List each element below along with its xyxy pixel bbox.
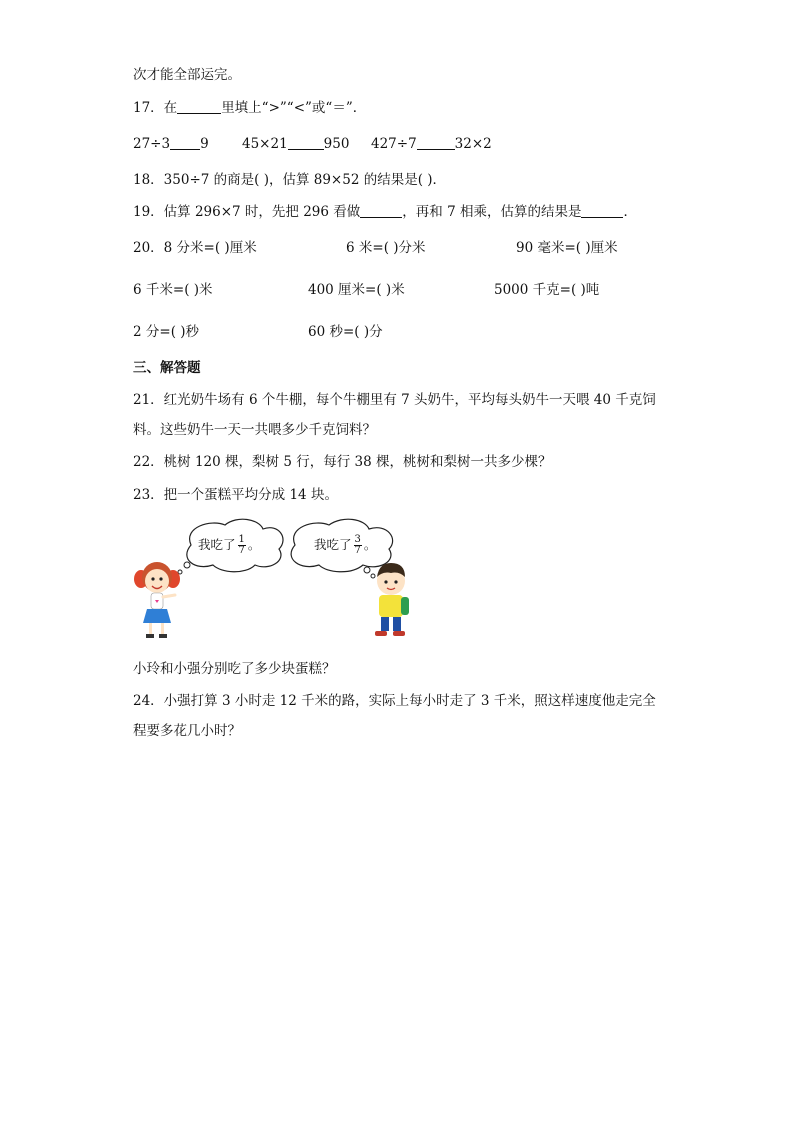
continued-line: 次才能全部运完。 <box>133 67 241 83</box>
section-heading: 三、解答题 <box>133 360 201 376</box>
q20-item-1: 20．8 分米=( )厘米 <box>133 240 257 256</box>
q20-item-4: 6 千米=( )米 <box>133 282 213 298</box>
q20-item-2: 6 米=( )分米 <box>346 240 426 256</box>
question-23-ask: 小玲和小强分别吃了多少块蛋糕？ <box>133 661 336 677</box>
q20-item-8: 60 秒=( )分 <box>308 324 383 340</box>
girl-bubble-text: 我吃了 $\frac{1}{7}$ 。 <box>198 534 261 556</box>
illustration <box>133 515 433 645</box>
q17-prefix: 17．在 <box>133 100 178 116</box>
question-17 <box>133 99 366 117</box>
q17-expression-3: 427÷7 32×2 <box>371 136 492 152</box>
q17-expression-2: 45×21 950 <box>242 136 350 152</box>
compare-blank[interactable] <box>417 135 455 150</box>
q17-suffix: 里填上“>”“<”或“＝”． <box>221 100 367 116</box>
answer-blank[interactable] <box>360 203 402 218</box>
q20-item-3: 90 毫米=( )厘米 <box>516 240 618 256</box>
fraction: $\frac{3}{7}$ <box>354 534 361 556</box>
compare-blank[interactable] <box>170 135 200 150</box>
question-21-line-1: 21．红光奶牛场有 6 个牛棚，每个牛棚里有 7 头奶牛，平均每头奶牛一天喂 40 千克饲 <box>133 392 656 408</box>
question-22: 22．桃树 120 棵，梨树 5 行，每行 38 棵，桃树和梨树一共多少棵？ <box>133 454 552 470</box>
question-18: 18．350÷7 的商是( )，估算 89×52 的结果是( )． <box>133 172 447 188</box>
q20-item-5: 400 厘米=( )米 <box>308 282 405 298</box>
answer-blank[interactable] <box>177 99 221 114</box>
boy-bubble-text: 我吃了 $\frac{3}{7}$ 。 <box>314 534 377 556</box>
q20-item-7: 2 分=( )秒 <box>133 324 200 340</box>
boy-figure <box>375 563 409 636</box>
answer-blank[interactable] <box>581 203 623 218</box>
fraction: $\frac{1}{7}$ <box>238 534 245 556</box>
compare-blank[interactable] <box>288 135 324 150</box>
question-24-line-2: 程要多花几小时？ <box>133 723 241 739</box>
question-19: 19．估算 296×7 时，先把 296 看做 ，再和 7 相乘，估算的结果是 ． <box>133 204 637 220</box>
question-24-line-1: 24．小强打算 3 小时走 12 千米的路，实际上每小时走了 3 千米，照这样速度他走完全 <box>133 693 656 709</box>
question-21-line-2: 料。这些奶牛一天一共喂多少千克饲料？ <box>133 422 376 438</box>
q20-item-6: 5000 千克=( )吨 <box>494 282 600 298</box>
q17-expression-1: 27÷3 9 <box>133 136 209 152</box>
question-23: 23．把一个蛋糕平均分成 14 块。 <box>133 487 338 503</box>
girl-figure <box>134 562 180 638</box>
